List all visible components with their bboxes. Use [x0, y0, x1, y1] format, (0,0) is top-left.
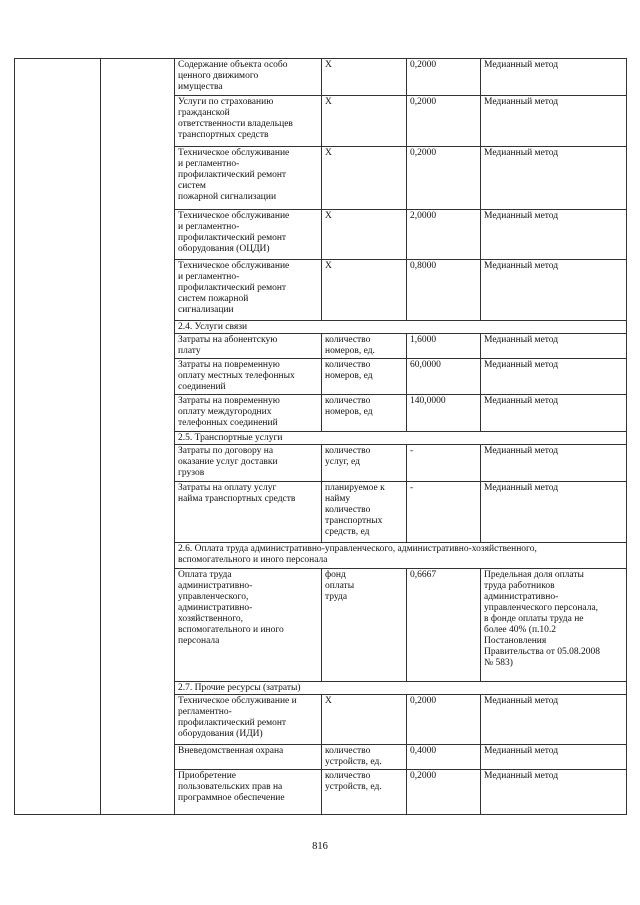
unit-of-measure: [322, 59, 407, 96]
cost-item-name: [175, 210, 322, 260]
coefficient-value: [407, 770, 481, 815]
unit-of-measure: [322, 745, 407, 770]
section-heading: [175, 321, 627, 334]
calculation-method: [481, 334, 627, 359]
calculation-method-text: Медианный метод: [484, 148, 559, 158]
calculation-method: [481, 569, 627, 682]
coefficient-value: [407, 59, 481, 96]
calculation-method-text: Медианный метод: [484, 483, 559, 493]
cost-item-name: [175, 260, 322, 321]
unit-of-measure: [322, 260, 407, 321]
calculation-method-text: Медианный метод: [484, 396, 559, 406]
calculation-method: [481, 359, 627, 395]
calculation-method: [481, 745, 627, 770]
coefficient-value: [407, 745, 481, 770]
unit-of-measure-text: X: [325, 211, 332, 221]
unit-of-measure-text: X: [325, 97, 332, 107]
unit-of-measure-text: X: [325, 696, 332, 706]
cost-item-name-text: Вневедомственная охрана: [178, 746, 284, 756]
section-heading: [175, 432, 627, 445]
unit-of-measure-text: количество услуг, ед: [325, 446, 371, 467]
section-heading: [175, 543, 627, 569]
unit-of-measure: [322, 210, 407, 260]
unit-of-measure-text: X: [325, 148, 332, 158]
coefficient-value: [407, 334, 481, 359]
coefficient-value-text: -: [410, 446, 414, 456]
cost-item-name: [175, 96, 322, 147]
unit-of-measure-text: количество устройств, ед.: [325, 746, 382, 767]
cost-item-name: [175, 445, 322, 482]
section-heading: [175, 682, 627, 695]
calculation-method-text: Медианный метод: [484, 746, 559, 756]
cost-item-name: [175, 334, 322, 359]
cost-item-name: [175, 569, 322, 682]
cost-item-name-text: Затраты на повременную оплату местных телефонных соединений: [178, 360, 295, 392]
calculation-method-text: Предельная доля оплаты труда работников административно- управленческого персонала, в фонде оплаты труда не более 40% (п.10.2 Постановления Правительства от 05.08.2008 № 583): [484, 570, 601, 668]
unit-of-measure-text: количество номеров, ед.: [325, 335, 375, 356]
coefficient-value-text: 0,2000: [410, 148, 437, 158]
calculation-method-text: Медианный метод: [484, 335, 559, 345]
coefficient-value: [407, 210, 481, 260]
cost-norms-table: [14, 58, 627, 815]
calculation-method: [481, 482, 627, 543]
unit-of-measure: [322, 770, 407, 815]
coefficient-value-text: 60,0000: [410, 360, 441, 370]
calculation-method: [481, 445, 627, 482]
unit-of-measure: [322, 334, 407, 359]
calculation-method-text: Медианный метод: [484, 211, 559, 221]
coefficient-value: [407, 147, 481, 210]
calculation-method: [481, 210, 627, 260]
calculation-method: [481, 96, 627, 147]
calculation-method: [481, 695, 627, 745]
cost-item-name-text: Затраты на абонентскую плату: [178, 335, 278, 356]
section-heading-text: 2.4. Услуги связи: [178, 322, 248, 332]
cost-item-name: [175, 695, 322, 745]
unit-of-measure: [322, 96, 407, 147]
cost-item-name-text: Затраты на повременную оплату междугородних телефонных соединений: [178, 396, 280, 428]
coefficient-value-text: 2,0000: [410, 211, 437, 221]
blank-cell-1: [15, 59, 101, 815]
section-heading-text: 2.7. Прочие ресурсы (затраты): [178, 683, 301, 693]
calculation-method: [481, 770, 627, 815]
section-heading-text: 2.6. Оплата труда административно-управленческого, административно-хозяйственного, вспомогательного и иного персонала: [178, 544, 537, 565]
coefficient-value-text: 0,2000: [410, 97, 437, 107]
unit-of-measure: [322, 569, 407, 682]
coefficient-value-text: 1,6000: [410, 335, 437, 345]
unit-of-measure-text: фонд оплаты труда: [325, 570, 355, 602]
coefficient-value-text: 0,4000: [410, 746, 437, 756]
cost-item-name: [175, 395, 322, 432]
coefficient-value: [407, 395, 481, 432]
unit-of-measure: [322, 147, 407, 210]
unit-of-measure-text: X: [325, 60, 332, 70]
calculation-method: [481, 147, 627, 210]
document-page: [14, 58, 626, 815]
cost-item-name: [175, 359, 322, 395]
section-heading-text: 2.5. Транспортные услуги: [178, 433, 283, 443]
calculation-method: [481, 59, 627, 96]
cost-item-name-text: Техническое обслуживание и регламентно- профилактический ремонт оборудования (ОЦДИ): [178, 211, 290, 254]
coefficient-value-text: -: [410, 483, 414, 493]
cost-item-name-text: Приобретение пользовательских прав на программное обеспечение: [178, 771, 285, 803]
unit-of-measure: [322, 445, 407, 482]
coefficient-value: [407, 695, 481, 745]
unit-of-measure: [322, 482, 407, 543]
unit-of-measure: [322, 359, 407, 395]
cost-item-name-text: Техническое обслуживание и регламентно- профилактический ремонт оборудования (ИДИ): [178, 696, 297, 739]
coefficient-value-text: 0,6667: [410, 570, 437, 580]
calculation-method-text: Медианный метод: [484, 446, 559, 456]
coefficient-value-text: 0,2000: [410, 60, 437, 70]
coefficient-value-text: 0,2000: [410, 696, 437, 706]
cost-item-name: [175, 482, 322, 543]
coefficient-value: [407, 569, 481, 682]
unit-of-measure-text: количество устройств, ед.: [325, 771, 382, 792]
calculation-method-text: Медианный метод: [484, 60, 559, 70]
page-number: 816: [312, 841, 328, 852]
coefficient-value-text: 0,2000: [410, 771, 437, 781]
calculation-method: [481, 395, 627, 432]
coefficient-value-text: 0,8000: [410, 261, 437, 271]
coefficient-value: [407, 96, 481, 147]
unit-of-measure: [322, 695, 407, 745]
unit-of-measure-text: X: [325, 261, 332, 271]
cost-item-name-text: Услуги по страхованию гражданской ответственности владельцев транспортных средств: [178, 97, 293, 140]
unit-of-measure-text: количество номеров, ед: [325, 396, 373, 417]
cost-item-name: [175, 59, 322, 96]
blank-cell-2: [101, 59, 175, 815]
cost-item-name-text: Затраты на оплату услуг найма транспортных средств: [178, 483, 296, 504]
cost-item-name-text: Содержание объекта особо ценного движимого имущества: [178, 60, 288, 92]
calculation-method-text: Медианный метод: [484, 97, 559, 107]
coefficient-value: [407, 445, 481, 482]
calculation-method-text: Медианный метод: [484, 261, 559, 271]
cost-item-name: [175, 745, 322, 770]
coefficient-value: [407, 260, 481, 321]
cost-item-name: [175, 770, 322, 815]
table-row: [15, 59, 627, 96]
unit-of-measure-text: планируемое к найму количество транспортных средств, ед: [325, 483, 385, 537]
unit-of-measure-text: количество номеров, ед: [325, 360, 373, 381]
coefficient-value: [407, 359, 481, 395]
calculation-method-text: Медианный метод: [484, 360, 559, 370]
cost-item-name-text: Техническое обслуживание и регламентно- профилактический ремонт систем пожарной сигнализации: [178, 261, 290, 315]
cost-item-name-text: Техническое обслуживание и регламентно- профилактический ремонт систем пожарной сигнализации: [178, 148, 290, 202]
coefficient-value-text: 140,0000: [410, 396, 446, 406]
cost-item-name-text: Затраты по договору на оказание услуг доставки грузов: [178, 446, 278, 478]
calculation-method-text: Медианный метод: [484, 771, 559, 781]
coefficient-value: [407, 482, 481, 543]
cost-item-name: [175, 147, 322, 210]
unit-of-measure: [322, 395, 407, 432]
cost-item-name-text: Оплата труда административно- управленческого, административно- хозяйственного, вспомогательного и иного персонала: [178, 570, 284, 646]
calculation-method-text: Медианный метод: [484, 696, 559, 706]
calculation-method: [481, 260, 627, 321]
